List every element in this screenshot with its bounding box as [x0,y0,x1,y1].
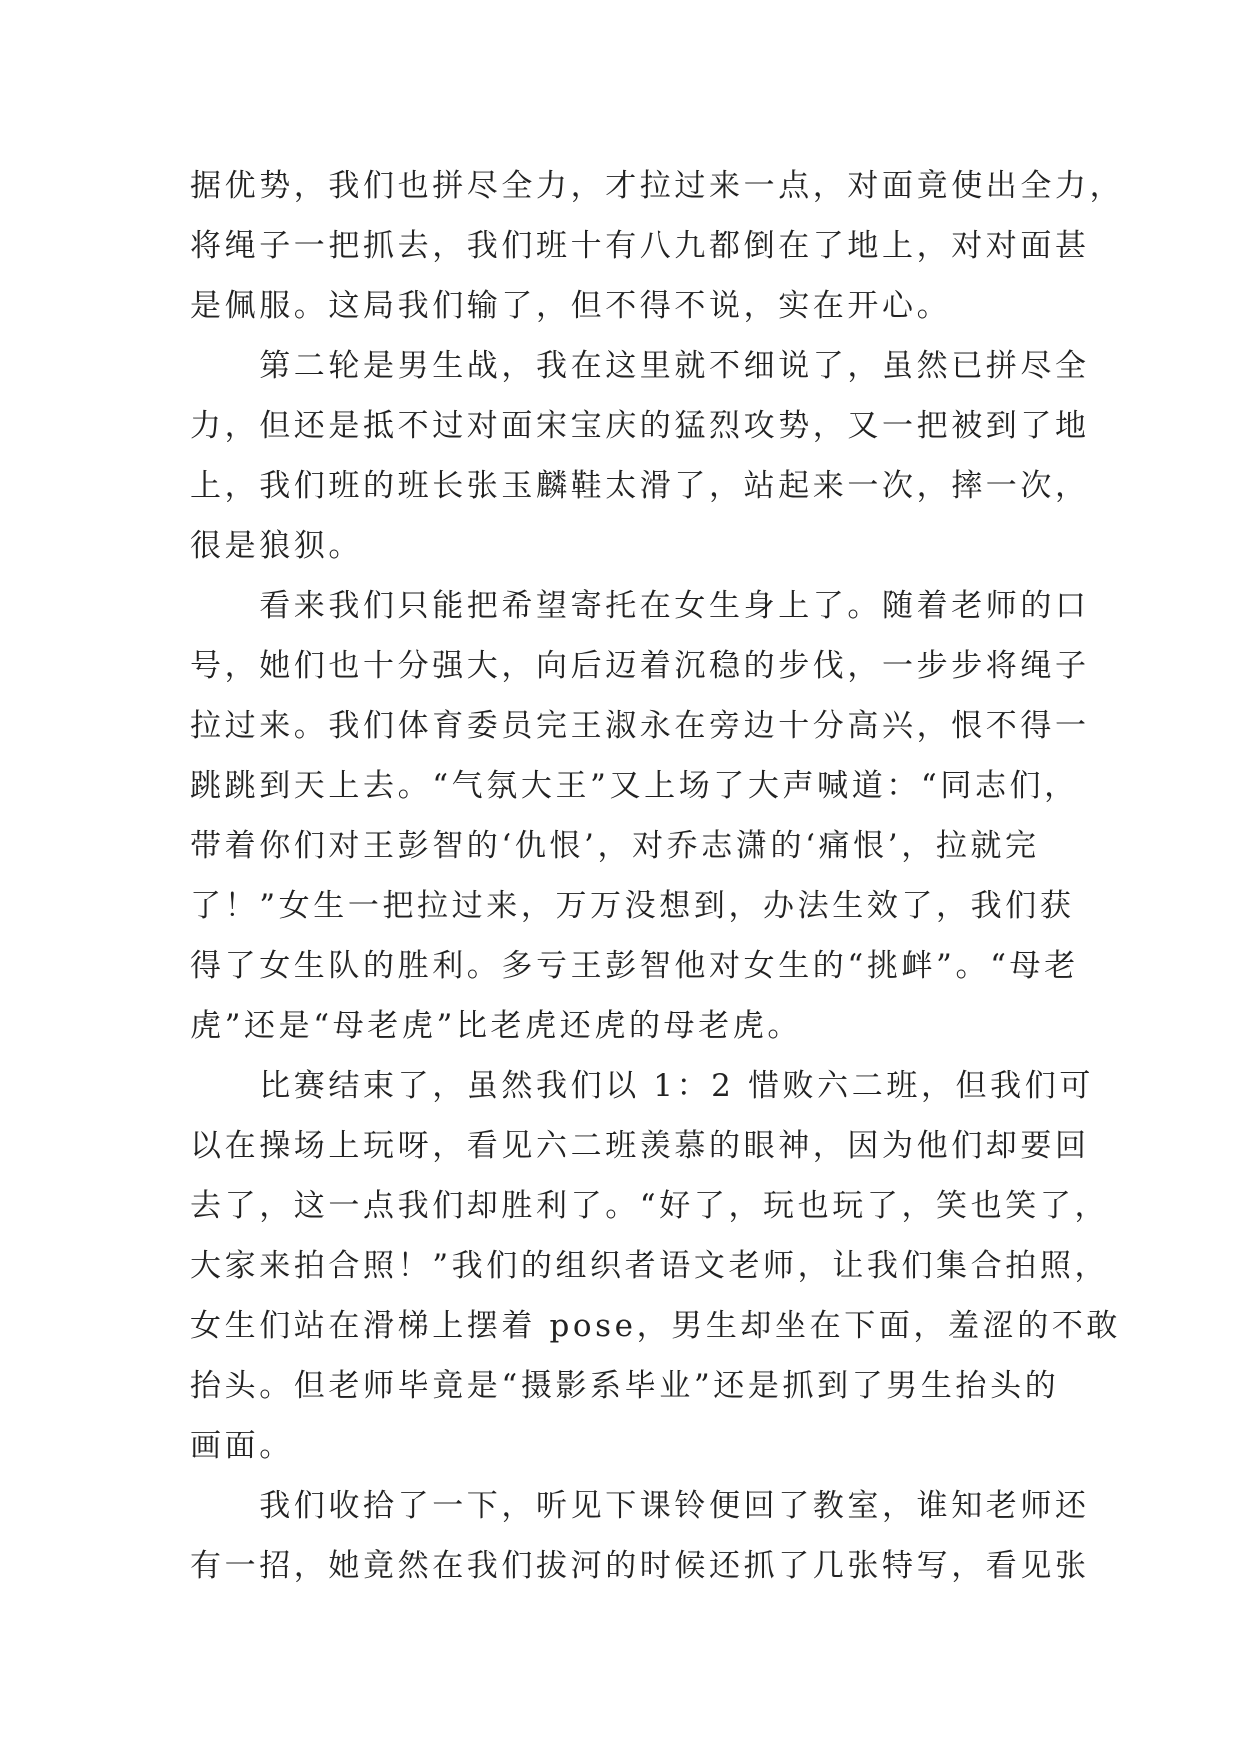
text-line: 上，我们班的班长张玉麟鞋太滑了，站起来一次，摔一次， [190,468,1090,504]
text-line: 以在操场上玩呀，看见六二班羡慕的眼神，因为他们却要回 [190,1128,1090,1164]
text-line: 跳跳到天上去。“气氛大王”又上场了大声喊道：“同志们， [190,768,1079,804]
text-line: 据优势，我们也拼尽全力，才拉过来一点，对面竟使出全力， [190,168,1125,204]
text-line: 女生们站在滑梯上摆着 pose，男生却坐在下面，羞涩的不敢 [190,1308,1122,1344]
text-line: 是佩服。这局我们输了，但不得不说，实在开心。 [190,288,952,324]
text-line: 号，她们也十分强大，向后迈着沉稳的步伐，一步步将绳子 [190,648,1090,684]
text-line: 画面。 [190,1428,294,1464]
text-line: 得了女生队的胜利。多亏王彭智他对女生的“挑衅”。“母老 [190,948,1079,984]
text-line: 带着你们对王彭智的‘仇恨’，对乔志潇的‘痛恨’，拉就完 [190,828,1040,864]
body-text [190,156,1125,1596]
text-line: 将绳子一把抓去，我们班十有八九都倒在了地上，对对面甚 [190,228,1090,264]
text-line: 力，但还是抵不过对面宋宝庆的猛烈攻势，又一把被到了地 [190,408,1090,444]
text-line: 虎”还是“母老虎”比老虎还虎的母老虎。 [190,1008,802,1044]
text-line: 第二轮是男生战，我在这里就不细说了，虽然已拼尽全 [190,348,1090,384]
text-line: 很是狼狈。 [190,528,363,564]
text-line: 去了，这一点我们却胜利了。“好了，玩也玩了，笑也笑了， [190,1188,1110,1224]
text-line: 有一招，她竟然在我们拔河的时候还抓了几张特写，看见张 [190,1548,1090,1584]
text-line: 了！”女生一把拉过来，万万没想到，办法生效了，我们获 [190,888,1075,924]
text-line: 看来我们只能把希望寄托在女生身上了。随着老师的口 [190,588,1090,624]
text-line: 抬头。但老师毕竟是“摄影系毕业”还是抓到了男生抬头的 [190,1368,1060,1404]
text-line: 拉过来。我们体育委员完王淑永在旁边十分高兴，恨不得一 [190,708,1090,744]
text-line: 比赛结束了，虽然我们以 1：2 惜败六二班，但我们可 [190,1068,1094,1104]
text-line: 大家来拍合照！”我们的组织者语文老师，让我们集合拍照， [190,1248,1110,1284]
text-line: 我们收拾了一下，听见下课铃便回了教室，谁知老师还 [190,1488,1090,1524]
